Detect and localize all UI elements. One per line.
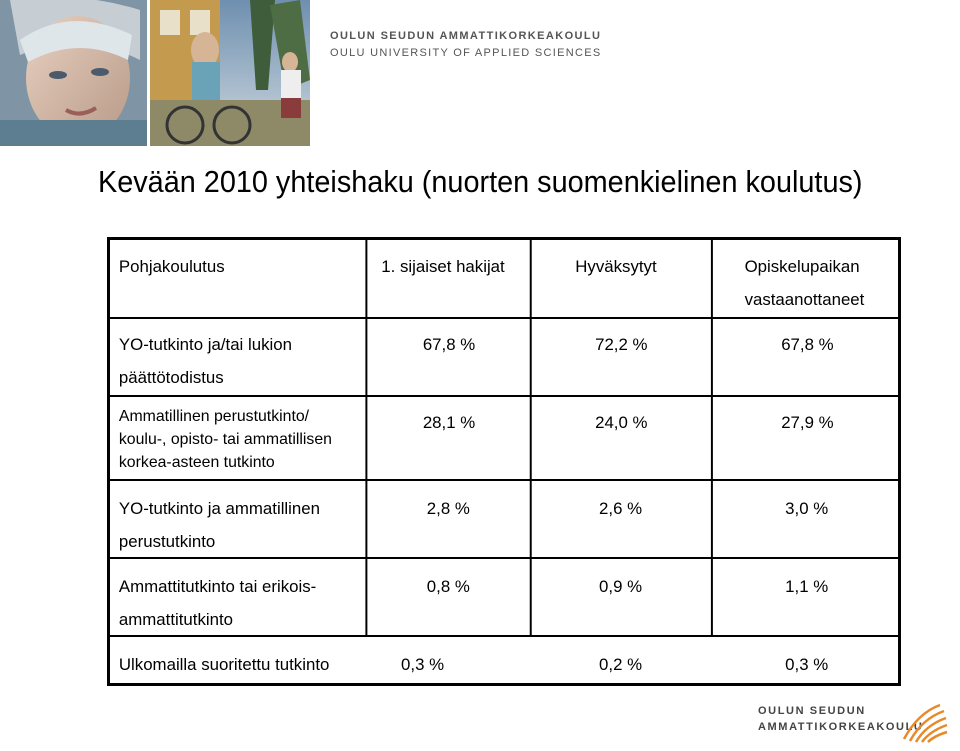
portrait-photo [0,0,147,146]
row4-places: 1,1 % [785,577,829,596]
col-header-places-accepted-line2: vastaanottaneet [744,290,865,309]
row2-label-line1: Ammatillinen perustutkinto/ [118,408,310,425]
row4-applicants: 0,8 % [426,577,470,596]
col-header-first-choice-applicants: 1. sijaiset hakijat [381,257,505,276]
footer-logo-line1: OULUN SEUDUN [758,705,866,717]
row3-applicants: 2,8 % [426,499,470,518]
row2-applicants: 28,1 % [422,413,476,432]
row1-label-line1: YO-tutkinto ja/tai lukion [118,335,292,354]
swoosh-logo-icon [900,703,948,743]
row5-accepted: 0,2 % [599,655,643,674]
org-name-finnish: OULUN SEUDUN AMMATTIKORKEAKOULU [330,30,602,42]
row1-places: 67,8 % [781,335,834,354]
row1-label-line2: päättötodistus [118,368,224,387]
col-header-accepted: Hyväksytyt [575,257,657,276]
cyclists-photo [150,0,310,146]
row2-places: 27,9 % [781,413,834,432]
row3-label-line1: YO-tutkinto ja ammatillinen [118,499,320,518]
row5-places: 0,3 % [785,655,829,674]
col-header-pohjakoulutus: Pohjakoulutus [118,257,225,276]
org-name-english: OULU UNIVERSITY OF APPLIED SCIENCES [330,47,602,59]
col-header-places-accepted-line1: Opiskelupaikan [744,257,860,276]
footer-logo [758,703,948,743]
footer-logo-line2: AMMATTIKORKEAKOULU [758,721,924,733]
row3-label-line2: perustutkinto [118,532,216,551]
row2-accepted: 24,0 % [595,413,648,432]
row4-label-line2: ammattitutkinto [118,610,234,629]
row3-accepted: 2,6 % [599,499,643,518]
row1-applicants: 67,8 % [422,335,476,354]
row3-places: 3,0 % [785,499,829,518]
org-header [330,30,601,59]
row5-label: Ulkomailla suoritettu tutkinto [118,655,330,674]
row2-label-line2: koulu-, opisto- tai ammatillisen [118,431,332,448]
row1-accepted: 72,2 % [595,335,648,354]
row4-accepted: 0,9 % [599,577,643,596]
admission-table [107,237,901,686]
row2-label-line3: korkea-asteen tutkinto [118,454,275,471]
row5-applicants: 0,3 % [401,655,445,674]
page-title: Kevään 2010 yhteishaku (nuorten suomenkielinen koulutus) [98,164,863,199]
row4-label-line1: Ammattitutkinto tai erikois- [118,577,317,596]
header-photo-strip [0,0,310,146]
